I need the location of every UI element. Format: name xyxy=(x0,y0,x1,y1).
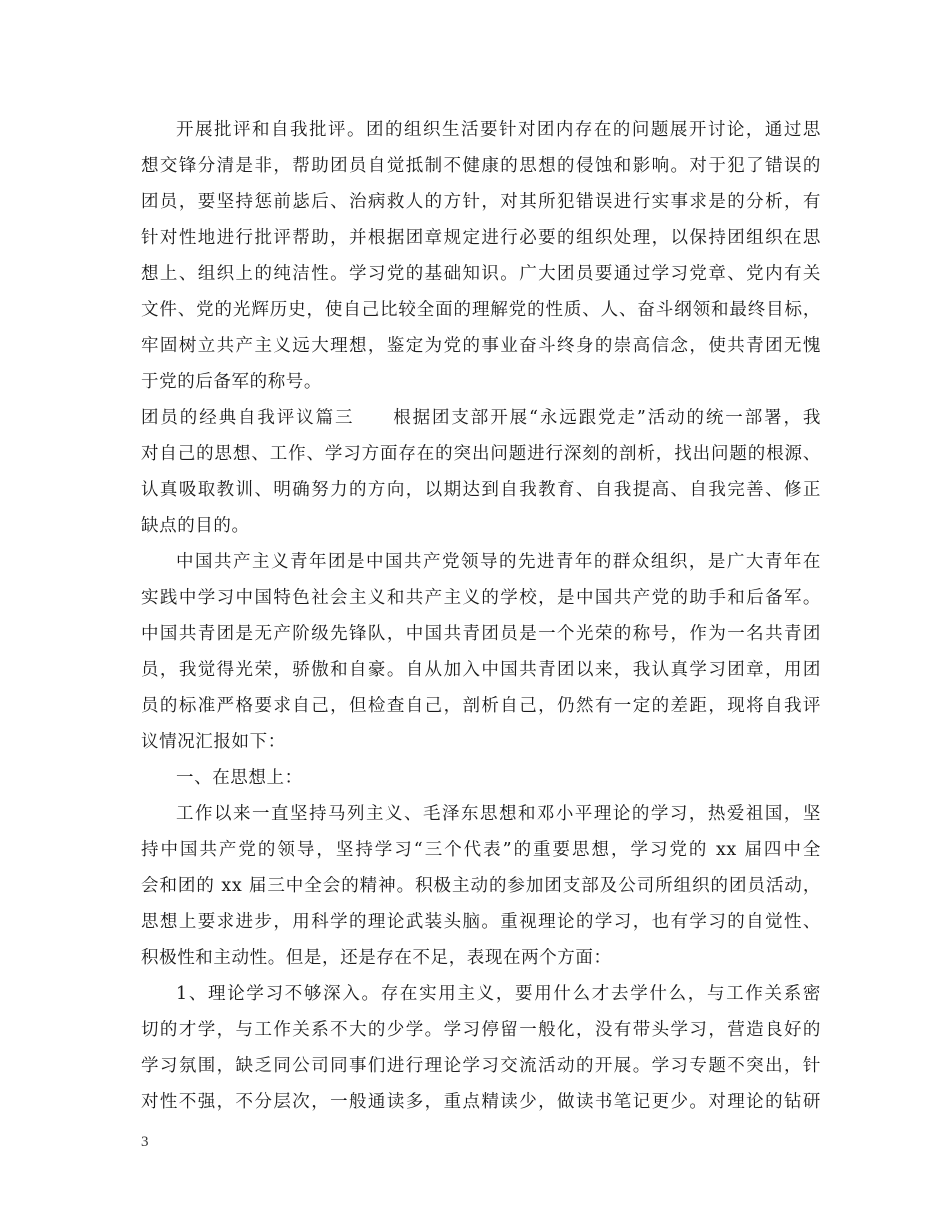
text-line: 于党的后备军的称号。 xyxy=(141,372,322,392)
section-heading-line: 团员的经典自我评议篇三 根据团支部开展“永远跟党走”活动的统一部署，我 xyxy=(141,408,821,428)
text-line: 文件、党的光辉历史，使自己比较全面的理解党的性质、人、奋斗纲领和最终目标， xyxy=(141,300,821,320)
text-line: 积极性和主动性。但是，还是存在不足，表现在两个方面： xyxy=(141,948,612,968)
text-line: 中国共产主义青年团是中国共产党领导的先进青年的群众组织，是广大青年在 xyxy=(176,552,821,572)
text-line: 学习氛围，缺乏同公司同事们进行理论学习交流活动的开展。学习专题不突出，针 xyxy=(141,1056,821,1076)
text-line: 议情况汇报如下： xyxy=(141,732,286,752)
text-line: 中国共青团是无产阶级先锋队，中国共青团员是一个光荣的称号，作为一名共青团 xyxy=(141,624,821,644)
text-line: 团员，要坚持惩前毖后、治病救人的方针，对其所犯错误进行实事求是的分析，有 xyxy=(141,192,821,212)
text-line: 认真吸取教训、明确努力的方向，以期达到自我教育、自我提高、自我完善、修正 xyxy=(141,480,821,500)
text-line: 会和团的 xx 届三中全会的精神。积极主动的参加团支部及公司所组织的团员活动， xyxy=(141,876,821,896)
text-line: 想交锋分清是非，帮助团员自觉抵制不健康的思想的侵蚀和影响。对于犯了错误的 xyxy=(141,156,821,176)
text-line: 切的才学，与工作关系不大的少学。学习停留一般化，没有带头学习，营造良好的 xyxy=(141,1020,821,1040)
text-line: 持中国共产党的领导，坚持学习“三个代表”的重要思想，学习党的 xx 届四中全 xyxy=(141,840,821,860)
subheading-line: 一、在思想上： xyxy=(176,768,303,788)
text-line: 想上、组织上的纯洁性。学习党的基础知识。广大团员要通过学习党章、党内有关 xyxy=(141,264,821,284)
text-line: 工作以来一直坚持马列主义、毛泽东思想和邓小平理论的学习，热爱祖国，坚 xyxy=(176,804,821,824)
page-number: 3 xyxy=(141,1134,149,1150)
text-line: 对性不强，不分层次，一般通读多，重点精读少，做读书笔记更少。对理论的钻研 xyxy=(141,1092,821,1112)
text-line: 对自己的思想、工作、学习方面存在的突出问题进行深刻的剖析，找出问题的根源、 xyxy=(141,444,821,464)
text-line: 针对性地进行批评帮助，并根据团章规定进行必要的组织处理，以保持团组织在思 xyxy=(141,228,821,248)
text-line: 缺点的目的。 xyxy=(141,516,250,536)
text-line: 牢固树立共产主义远大理想，鉴定为党的事业奋斗终身的崇高信念，使共青团无愧 xyxy=(141,336,821,356)
text-line: 开展批评和自我批评。团的组织生活要针对团内存在的问题展开讨论，通过思 xyxy=(176,120,821,140)
text-line: 1、理论学习不够深入。存在实用主义，要用什么才去学什么，与工作关系密 xyxy=(176,984,821,1004)
text-line: 实践中学习中国特色社会主义和共产主义的学校，是中国共产党的助手和后备军。 xyxy=(141,588,821,608)
text-line: 员的标准严格要求自己，但检查自己，剖析自己，仍然有一定的差距，现将自我评 xyxy=(141,696,821,716)
text-line: 思想上要求进步，用科学的理论武装头脑。重视理论的学习，也有学习的自觉性、 xyxy=(141,912,821,932)
text-line: 员，我觉得光荣，骄傲和自豪。自从加入中国共青团以来，我认真学习团章，用团 xyxy=(141,660,821,680)
